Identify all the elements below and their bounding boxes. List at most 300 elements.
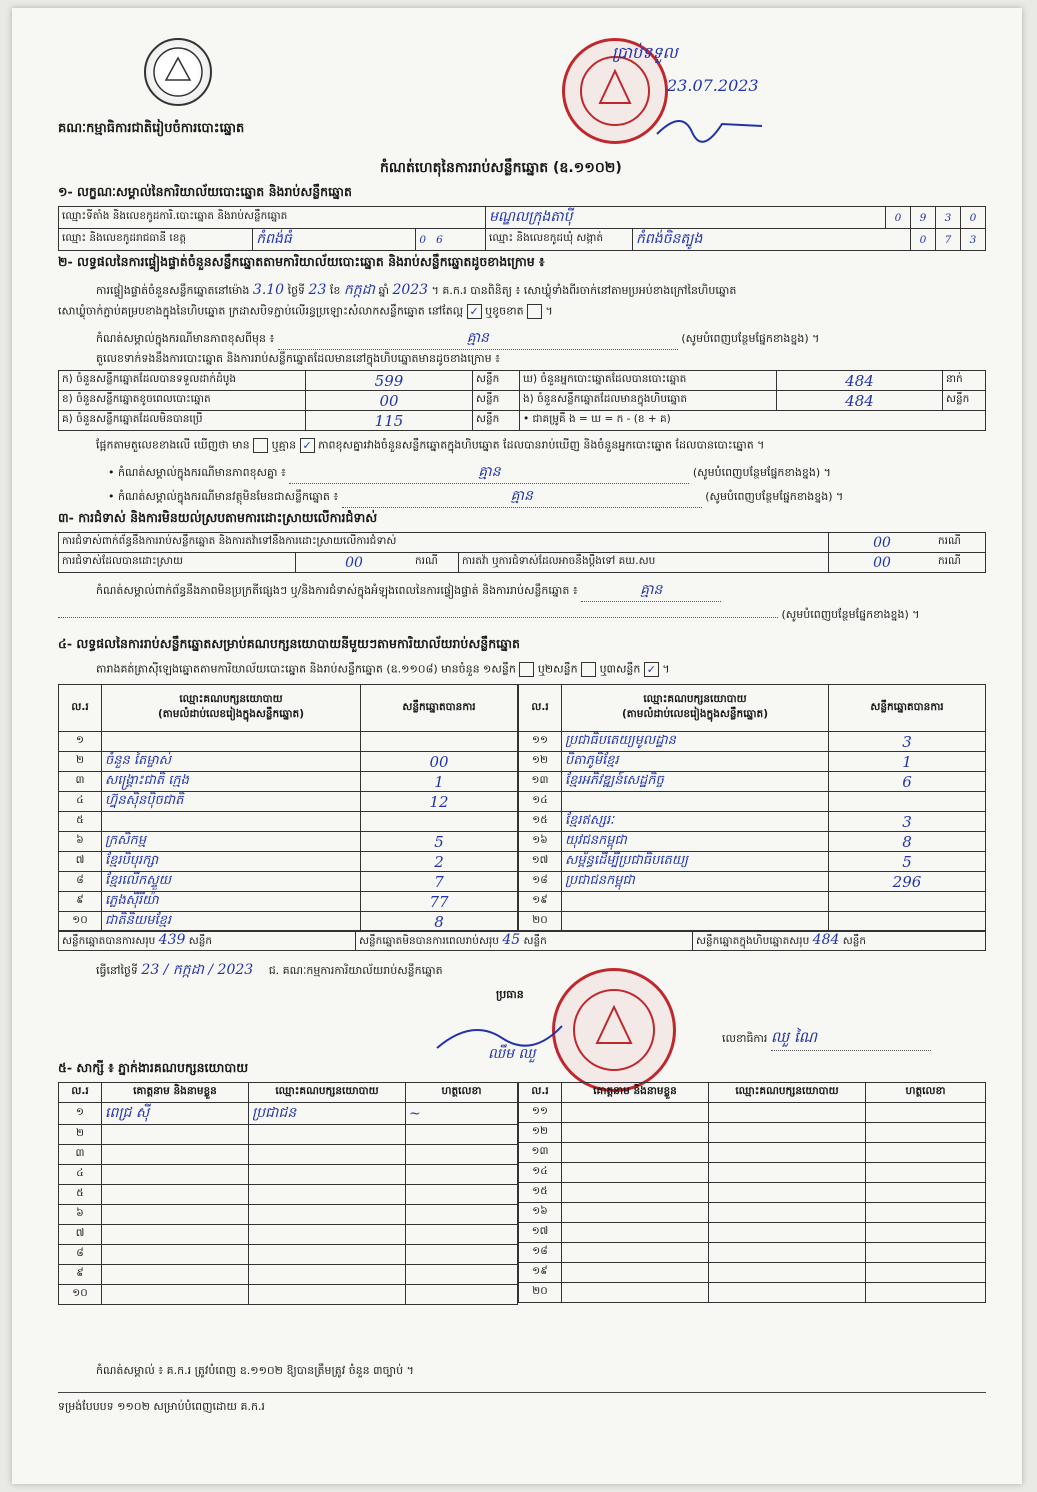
s5-right-row: [519, 1183, 986, 1203]
emblem-icon: [146, 40, 210, 104]
s4-right-cell-votes: 1: [829, 752, 986, 772]
s2-bullet2-suffix: (សូមបំពេញបន្ថែមផ្នែកខាងខ្នង) ។: [705, 490, 844, 503]
s4-left-cell-party: [102, 732, 361, 752]
s5-right-body: [519, 1103, 986, 1303]
s3-row2b-value: 00: [829, 553, 936, 573]
s5-right-cell-party: [709, 1103, 866, 1123]
s2-d-label: ឃ) ចំនួនអ្នកបោះឆ្នោតដែលបានបោះឆ្នោត: [520, 371, 777, 391]
form-title: កំណត់ហេតុនៃការរាប់សន្លឹកឆ្នោត (ឧ.១១០២): [380, 160, 622, 176]
authority-name: គណៈកម្មាធិការជាតិរៀបចំការបោះឆ្នោត: [58, 121, 245, 136]
s4-col-party-r: [562, 685, 829, 732]
s2-a-value: 599: [306, 371, 473, 391]
s4-secretary: [722, 1028, 931, 1051]
s4-right-cell-no: ១៣: [519, 772, 562, 792]
s4-right-cell-votes: 5: [829, 852, 986, 872]
s5-left-cell-party: [249, 1145, 406, 1165]
s3-row2b-unit: ករណី: [935, 553, 986, 573]
s3-row2-value: 00: [296, 553, 413, 573]
s4-left-cell-votes: 7: [361, 872, 518, 892]
s1-prov-code-2: 6: [436, 233, 443, 246]
damaged-checkbox[interactable]: [527, 304, 542, 319]
s4-left-cell-no: ៣: [59, 772, 102, 792]
s4-right-cell-no: ១៩: [519, 892, 562, 912]
s4-right-cell-party: [562, 792, 829, 812]
s1-value-commune: កំពង់ចិនត្បូង: [633, 229, 911, 251]
s5-left-row: [59, 1265, 518, 1285]
s5-right-cell-sign: [866, 1183, 986, 1203]
s4-col-no-r: ល.រ: [519, 685, 562, 732]
s4-right-row: [519, 732, 986, 752]
s4-left-cell-party: ក្រសិកម្ម: [102, 832, 361, 852]
s4-total-invalid-label: សន្លឹកឆ្នោតមិនបានការពេលរាប់សរុប: [359, 934, 499, 947]
s4-left-table: [58, 684, 518, 932]
s4-left-row: [59, 892, 518, 912]
received-note: ប្រាប់ទទួល: [612, 43, 678, 62]
s5-left-cell-sign: [406, 1265, 518, 1285]
s5-left-cell-party: [249, 1265, 406, 1285]
s4-right-row: [519, 792, 986, 812]
s5-left-cell-name: [102, 1145, 249, 1165]
s4-total-box-unit: សន្លឹក: [842, 934, 867, 947]
s2-no-diff-label: ឬគ្មាន: [271, 438, 297, 452]
s4-left-cell-votes: 12: [361, 792, 518, 812]
s2-verify-prefix: ការផ្ទៀងផ្ទាត់ចំនួនសន្លឹកឆ្នោតនៅម៉ោង: [96, 284, 250, 297]
s2-b-label: ខ) ចំនួនសន្លឹកឆ្នោតខូចពេលបោះឆ្នោត: [59, 391, 306, 411]
s5-col-party-r: ឈ្មោះគណបក្សនយោបាយ: [709, 1083, 866, 1103]
s4-right-cell-votes: 3: [829, 732, 986, 752]
s4-right-cell-party: [562, 912, 829, 932]
s4-total-invalid-value: 45: [502, 931, 521, 948]
s4-right-cell-party: បិតាភូមិខ្មែរ: [562, 752, 829, 772]
s4-col-party-sub: (តាមលំដាប់លេខរៀងក្នុងសន្លឹកឆ្នោត): [157, 708, 305, 720]
s4-right-cell-votes: 3: [829, 812, 986, 832]
s5-right-row: [519, 1203, 986, 1223]
s2-verify-suffix: ។ គ.ក.រ បានពិនិត្យ ៖ សោឃ្លុំទាំងពីរចាក់នៅតាមប្រអប់ខាងក្រៅនៃហិបឆ្នោត: [431, 284, 737, 297]
s5-right-table: [518, 1082, 986, 1303]
s5-right-cell-sign: [866, 1283, 986, 1303]
s5-right-cell-no: ១៨: [519, 1243, 562, 1263]
s5-left-cell-sign: [406, 1125, 518, 1145]
s2-year: 2023: [392, 282, 429, 298]
s1-code-3: 3: [936, 207, 961, 229]
s4-chair-title: ប្រធាន: [496, 988, 524, 1001]
s5-left-row: [59, 1285, 518, 1305]
s5-left-row: [59, 1125, 518, 1145]
s4-col-party-title: ឈ្មោះគណបក្សនយោបាយ: [179, 693, 283, 705]
s4-left-cell-party: សង្គ្រោះជាតិ ក្មេង: [102, 772, 361, 792]
s5-left-cell-sign: [406, 1145, 518, 1165]
s5-col-sign-r: ហត្ថលេខា: [866, 1083, 986, 1103]
s4-right-cell-votes: 296: [829, 872, 986, 892]
s4-right-row: [519, 752, 986, 772]
s4-left-cell-votes: 5: [361, 832, 518, 852]
s4-left-cell-votes: 00: [361, 752, 518, 772]
s4-secretary-sign: ឈួ ណៃ: [771, 1028, 931, 1051]
s5-right-cell-no: ១១: [519, 1103, 562, 1123]
s5-right-cell-party: [709, 1263, 866, 1283]
s4-left-row: [59, 752, 518, 772]
s4-intro: តារាងគត់ត្រាស៊ីឡេងឆ្នោតតាមការិយាល័យបោះឆ្នោត និងរាប់សន្លឹកឆ្នោត (ឧ.១១០៨) មានចំនួន ១សន្លឹក ឬ២សន្លឹក ឬ៣សន្លឹក ✓ ។: [96, 662, 670, 676]
s5-left-cell-name: [102, 1185, 249, 1205]
s5-left-cell-party: [249, 1165, 406, 1185]
s2-e-unit: សន្លឹក: [943, 391, 986, 411]
s5-right-row: [519, 1283, 986, 1303]
s5-left-cell-sign: [406, 1185, 518, 1205]
s4-left-cell-no: ៩: [59, 892, 102, 912]
s2-d-value: 484: [777, 371, 943, 391]
s4-col-party-title-r: ឈ្មោះគណបក្សនយោបាយ: [643, 693, 747, 705]
s2-seal-suffix: ឬខូចខាត: [485, 304, 524, 318]
s3-note-label: កំណត់សម្គាល់ពាក់ព័ន្ធនឹងភាពមិនប្រក្រតីផ្សេងៗ ឬ/និងការជំទាស់ក្នុងអំឡុងពេលនៃការផ្ទៀងផ្ទាត់ និងការរាប់សន្លឹកឆ្នោត ៖: [96, 584, 578, 597]
s4-total-invalid-unit: សន្លឹក: [523, 934, 547, 947]
s5-left-cell-name: ពេជ្រ ស៊ី: [102, 1103, 249, 1125]
s1-value-province: កំពង់ធំ: [253, 229, 416, 251]
s5-right-cell-name: [562, 1203, 709, 1223]
s3-row2-label: ការជំទាស់ដែលបានដោះស្រាយ: [59, 553, 296, 573]
s5-left-cell-name: [102, 1225, 249, 1245]
s4-left-cell-votes: [361, 812, 518, 832]
section5-heading: ៥- សាក្សី ៖ ភ្នាក់ងារគណបក្សនយោបាយ: [58, 1060, 249, 1075]
received-signature: [652, 104, 772, 144]
s4-right-cell-votes: [829, 912, 986, 932]
s5-left-cell-name: [102, 1265, 249, 1285]
s4-left-cell-party: ខ្មែរបិបុរក្សា: [102, 852, 361, 872]
s4-opt2: ឬ២សន្លឹក: [537, 662, 578, 676]
s4-secretary-label: លេខាធិការ: [722, 1032, 768, 1045]
s4-right-cell-no: ២០: [519, 912, 562, 932]
s2-note-value: គ្មាន: [278, 328, 678, 350]
s4-right-row: [519, 892, 986, 912]
s5-right-cell-party: [709, 1163, 866, 1183]
s5-left-cell-party: [249, 1225, 406, 1245]
s4-col-votes: សន្លឹកឆ្នោតបានការ: [361, 685, 518, 732]
s5-right-cell-no: ១២: [519, 1123, 562, 1143]
s4-total-valid-label: សន្លឹកឆ្នោតបានការសរុប: [62, 934, 156, 947]
s5-left-cell-no: ២: [59, 1125, 102, 1145]
diff-no-checkbox[interactable]: ✓: [300, 438, 315, 453]
s5-col-no-r: ល.រ: [519, 1083, 562, 1103]
s4-left-cell-no: ១០: [59, 912, 102, 932]
s2-bullet2-label: • កំណត់សម្គាល់ក្នុងករណីមានវត្ថុមិនមែនជាសន្លឹកឆ្នោត ៖: [108, 490, 339, 503]
s1-commune-code-2: 7: [936, 229, 961, 251]
s5-col-name: គោត្តនាម និងនាមខ្លួន: [102, 1083, 249, 1103]
s2-diff-prefix: ផ្អែកតាមតួលេខខាងលើ ឃើញថា មាន: [96, 438, 250, 452]
s2-month-label: ខែ: [329, 284, 341, 297]
s5-right-row: [519, 1163, 986, 1183]
s5-right-cell-name: [562, 1223, 709, 1243]
s5-left-table: [58, 1082, 518, 1305]
intact-checkbox[interactable]: ✓: [467, 304, 482, 319]
s3-note-value: គ្មាន: [581, 580, 721, 602]
s2-results-intro: តួលេខទាក់ទងនឹងការបោះឆ្នោត និងការរាប់សន្លឹកឆ្នោតដែលមាននៅក្នុងហិបឆ្នោតមានដូចខាងក្រោម ៖: [96, 352, 500, 365]
s5-left-body: [59, 1103, 518, 1305]
s5-left-cell-name: [102, 1125, 249, 1145]
s3-note-blank: [58, 617, 778, 618]
s2-year-label: ឆ្នាំ: [378, 284, 389, 297]
s4-left-cell-votes: 2: [361, 852, 518, 872]
s4-left-row: [59, 792, 518, 812]
s4-right-body: [519, 732, 986, 932]
s3-table: [58, 532, 986, 573]
s4-left-row: [59, 832, 518, 852]
s4-right-cell-no: ១៤: [519, 792, 562, 812]
s4-right-row: [519, 832, 986, 852]
s1-label-province: ឈ្មោះ និងលេខកូដរាជធានី ខេត្ត: [59, 229, 253, 251]
s5-left-row: [59, 1205, 518, 1225]
sheets-1-checkbox[interactable]: [519, 662, 534, 677]
section1-heading: ១- លក្ខណៈសម្គាល់នៃការិយាល័យបោះឆ្នោត និងរាប់សន្លឹកឆ្នោត: [58, 184, 352, 199]
diff-yes-checkbox[interactable]: [253, 438, 268, 453]
s5-right-row: [519, 1103, 986, 1123]
s5-right-cell-party: [709, 1223, 866, 1243]
s4-left-cell-no: ៥: [59, 812, 102, 832]
section1-table: [58, 206, 986, 251]
s3-row1-value: 00: [829, 533, 936, 553]
s4-right-cell-votes: [829, 892, 986, 912]
s4-right-cell-votes: 6: [829, 772, 986, 792]
s5-right-row: [519, 1243, 986, 1263]
s5-left-cell-sign: [406, 1205, 518, 1225]
s4-left-cell-votes: 8: [361, 912, 518, 932]
s2-diff-suffix: ភាពខុសគ្នារវាងចំនួនសន្លឹកឆ្នោតក្នុងហិបឆ្នោត ដែលបានរាប់ឃើញ និងចំនួនអ្នកបោះឆ្នោត ដែលបានបោះឆ្នោត ។: [318, 438, 765, 452]
s2-seal-text: សោឃ្លុំចាក់ភ្ជាប់គម្របខាងក្នុងនៃហិបឆ្នោត ក្រដាសបិទភ្ជាប់លើរន្ធប្រឡោះសំលាកសន្លឹកឆ្នោត នៅតែល្អ: [58, 304, 464, 318]
s5-right-cell-name: [562, 1103, 709, 1123]
s5-left-cell-party: ប្រជាជន: [249, 1103, 406, 1125]
s4-left-cell-no: ៨: [59, 872, 102, 892]
s4-right-table: [518, 684, 986, 932]
s4-total-valid: [59, 931, 356, 951]
s2-day: 23: [308, 282, 327, 298]
s5-left-cell-party: [249, 1245, 406, 1265]
s4-col-party: [102, 685, 361, 732]
s5-right-row: [519, 1263, 986, 1283]
s4-left-cell-votes: [361, 732, 518, 752]
s4-left-body: [59, 732, 518, 932]
s2-b-unit: សន្លឹក: [473, 391, 520, 411]
s5-right-cell-no: ១៧: [519, 1223, 562, 1243]
s2-e-label: ង) ចំនួនសន្លឹកឆ្នោតដែលមានក្នុងហិបឆ្នោត: [520, 391, 777, 411]
s5-left-cell-no: ៤: [59, 1165, 102, 1185]
s5-left-cell-party: [249, 1205, 406, 1225]
s5-left-cell-name: [102, 1205, 249, 1225]
s1-label-commune: ឈ្មោះ និងលេខកូដឃុំ សង្កាត់: [486, 229, 633, 251]
s4-left-cell-votes: 77: [361, 892, 518, 912]
committee-seal-icon: [555, 971, 673, 1089]
s4-left-row: [59, 912, 518, 932]
s2-c-label: គ) ចំនួនសន្លឹកឆ្នោតដែលមិនបានប្រើ: [59, 411, 306, 431]
s1-prov-code-1: 0: [419, 233, 427, 246]
s4-right-cell-party: ខ្មែរឥស្សរៈ: [562, 812, 829, 832]
s4-col-votes-r: សន្លឹកឆ្នោតបានការ: [829, 685, 986, 732]
s4-right-cell-party: យុវជនកម្ពុជា: [562, 832, 829, 852]
s5-left-cell-no: ៩: [59, 1265, 102, 1285]
s5-footnote: កំណត់សម្គាល់ ៖ គ.ក.រ ត្រូវបំពេញ ឧ.១១០២ ឱ្យបានត្រឹមត្រូវ ចំនួន ៣ច្បាប់ ។: [96, 1364, 414, 1377]
s4-left-row: [59, 872, 518, 892]
s2-month: កក្កដា: [343, 282, 375, 298]
s5-col-name-r: គោត្តនាម និងនាមខ្លួន: [562, 1083, 709, 1103]
s4-left-cell-no: ១: [59, 732, 102, 752]
s4-made-on-date: 23 / កក្កដា / 2023: [141, 962, 254, 978]
s5-right-cell-no: ១៤: [519, 1163, 562, 1183]
s4-total-valid-value: 439: [158, 931, 186, 948]
s5-left-cell-no: ៧: [59, 1225, 102, 1245]
s3-note-line2: [58, 608, 988, 624]
s4-total-box-label: សន្លឹកឆ្នោតក្នុងហិបឆ្នោតសរុប: [696, 934, 810, 947]
s2-c-value: 115: [306, 411, 473, 431]
s4-left-cell-no: ៧: [59, 852, 102, 872]
s4-right-cell-no: ១៥: [519, 812, 562, 832]
s4-chair-name: ឈឹម ឈួ: [488, 1046, 536, 1062]
s5-left-cell-party: [249, 1185, 406, 1205]
sheets-3-checkbox[interactable]: ✓: [644, 662, 659, 677]
s1-label-station: ឈ្មោះទីតាំង និងលេខកូដការិ.បោះឆ្នោត និងរាប់សន្លឹកឆ្នោត: [59, 207, 486, 229]
s4-right-row: [519, 772, 986, 792]
s5-right-cell-name: [562, 1163, 709, 1183]
s5-right-cell-name: [562, 1243, 709, 1263]
s5-right-cell-no: ១៩: [519, 1263, 562, 1283]
s2-verify-line: [96, 280, 996, 301]
s4-left-cell-party: ហ្វ៊ុនស៊ិនប៉ិចជាតិ: [102, 792, 361, 812]
s4-right-row: [519, 852, 986, 872]
s5-right-cell-name: [562, 1183, 709, 1203]
s5-left-cell-party: [249, 1125, 406, 1145]
s1-value-station: មណ្ឌលក្រុងតាប៉ី: [486, 207, 886, 229]
s4-left-cell-party: ខ្មែរលើកស្ទួយ: [102, 872, 361, 892]
s2-bullet2-value: គ្មាន: [342, 486, 702, 508]
footer-divider: [58, 1392, 986, 1393]
s5-col-no: ល.រ: [59, 1083, 102, 1103]
s5-right-cell-sign: [866, 1143, 986, 1163]
s2-bullet2: [108, 486, 988, 508]
s5-right-cell-sign: [866, 1123, 986, 1143]
s5-right-cell-no: ១៥: [519, 1183, 562, 1203]
s4-left-cell-no: ៦: [59, 832, 102, 852]
s4-left-cell-no: ៤: [59, 792, 102, 812]
s4-left-row: [59, 812, 518, 832]
s4-left-cell-party: ភ្លេងស៊ីរីយ៉ា: [102, 892, 361, 912]
s5-left-cell-name: [102, 1285, 249, 1305]
s2-time: 3.10: [252, 282, 285, 298]
s4-right-cell-votes: [829, 792, 986, 812]
s5-right-cell-sign: [866, 1203, 986, 1223]
section2-heading: ២- លទ្ធផលនៃការផ្ទៀងផ្ទាត់ចំនួនសន្លឹកឆ្នោតតាមការិយាល័យបោះឆ្នោត និងរាប់សន្លឹកឆ្នោតដូចខាងក្រោម ៖: [58, 254, 545, 269]
s3-row1-unit: ករណី: [935, 533, 986, 553]
s4-left-row: [59, 852, 518, 872]
s5-right-row: [519, 1123, 986, 1143]
s2-d-unit: នាក់: [943, 371, 986, 391]
s5-right-row: [519, 1143, 986, 1163]
s5-left-row: [59, 1165, 518, 1185]
s4-left-cell-votes: 1: [361, 772, 518, 792]
s5-left-row: [59, 1145, 518, 1165]
s4-left-cell-party: [102, 812, 361, 832]
s4-total-box-value: 484: [812, 931, 840, 948]
section3-heading: ៣- ការជំទាស់ និងការមិនយល់ស្របតាមការដោះស្រាយលើការជំទាស់: [58, 510, 378, 525]
s2-b-value: 00: [306, 391, 473, 411]
s4-opt3: ឬ៣សន្លឹក: [599, 662, 641, 676]
s5-right-cell-party: [709, 1283, 866, 1303]
s4-made-on: [96, 960, 443, 981]
s5-right-cell-party: [709, 1203, 866, 1223]
s4-total-invalid: [356, 931, 693, 951]
s4-right-cell-no: ១២: [519, 752, 562, 772]
s5-right-cell-name: [562, 1123, 709, 1143]
s5-right-cell-no: ១៦: [519, 1203, 562, 1223]
s5-col-party: ឈ្មោះគណបក្សនយោបាយ: [249, 1083, 406, 1103]
s5-right-cell-name: [562, 1263, 709, 1283]
s3-row2-unit: ករណី: [412, 553, 459, 573]
s4-left-cell-party: ជាតិនិយមខ្មែរ: [102, 912, 361, 932]
s4-right-cell-no: ១៨: [519, 872, 562, 892]
s4-left-cell-party: ចំនួន តៃម្ចាស់: [102, 752, 361, 772]
s2-note-label: កំណត់សម្គាល់ក្នុងករណីមានភាពខុសពីមុន ៖: [96, 332, 275, 345]
s2-c-unit: សន្លឹក: [473, 411, 520, 431]
s2-a-label: ក) ចំនួនសន្លឹកឆ្នោតដែលបានទទួលដាក់ដំបូង: [59, 371, 306, 391]
s4-left-cell-no: ២: [59, 752, 102, 772]
s2-a-unit: សន្លឹក: [473, 371, 520, 391]
s4-col-party-sub-r: (តាមលំដាប់លេខរៀងក្នុងសន្លឹកឆ្នោត): [621, 708, 769, 720]
s4-total-box: [693, 931, 986, 951]
s2-bullet1-label: • កំណត់សម្គាល់ក្នុងករណីមានភាពខុសគ្នា ៖: [108, 466, 286, 479]
s5-right-cell-name: [562, 1283, 709, 1303]
s4-right-cell-party: ខ្មែរអភិវឌ្ឍន៍សេដ្ឋកិច្ច: [562, 772, 829, 792]
s2-seal-line: សោឃ្លុំចាក់ភ្ជាប់គម្របខាងក្នុងនៃហិបឆ្នោត ក្រដាសបិទភ្ជាប់លើរន្ធប្រឡោះសំលាកសន្លឹកឆ្នោត នៅតែល្អ ✓ ឬខូចខាត ។: [58, 304, 553, 318]
s4-made-on-label: ធ្វើនៅថ្ងៃទី: [96, 964, 138, 977]
s5-left-cell-no: ១០: [59, 1285, 102, 1305]
s5-right-cell-sign: [866, 1243, 986, 1263]
s1-code-1: 0: [886, 207, 911, 229]
s2-e-value: 484: [777, 391, 943, 411]
s1-commune-code-3: 3: [961, 229, 986, 251]
s4-left-row: [59, 772, 518, 792]
s1-code-2: 9: [911, 207, 936, 229]
s2-formula: • ជាគម្រូគឺ ង = ឃ = ក - (ខ + គ): [520, 411, 986, 431]
s5-left-cell-name: [102, 1245, 249, 1265]
s5-left-cell-party: [249, 1285, 406, 1305]
received-date: 23.07.2023: [667, 76, 759, 95]
s2-bullet1: [108, 462, 988, 484]
s5-left-cell-sign: ~: [406, 1103, 518, 1125]
s5-right-row: [519, 1223, 986, 1243]
form-footer: ទម្រង់បែបបទ ១១០២ សម្រាប់បំពេញដោយ គ.ក.រ: [58, 1400, 265, 1413]
s4-right-row: [519, 872, 986, 892]
s5-left-row: [59, 1245, 518, 1265]
s5-right-cell-no: ២០: [519, 1283, 562, 1303]
form-sheet: [12, 8, 1022, 1484]
s3-note-suffix: (សូមបំពេញបន្ថែមផ្នែកខាងខ្នង) ។: [781, 608, 920, 621]
s1-code-4: 0: [961, 207, 986, 229]
s4-right-row: [519, 812, 986, 832]
s5-left-cell-sign: [406, 1165, 518, 1185]
s5-left-cell-sign: [406, 1285, 518, 1305]
sheets-2-checkbox[interactable]: [581, 662, 596, 677]
s5-left-cell-name: [102, 1165, 249, 1185]
s4-right-cell-party: សម្ព័ន្ធដើម្បីប្រជាធិបតេយ្យ: [562, 852, 829, 872]
s4-right-cell-party: [562, 892, 829, 912]
s4-right-cell-party: ប្រជាធិបតេយ្យមូលដ្ឋាន: [562, 732, 829, 752]
s4-total-valid-unit: សន្លឹក: [188, 934, 213, 947]
s5-col-sign: ហត្ថលេខា: [406, 1083, 518, 1103]
s5-left-cell-no: ៨: [59, 1245, 102, 1265]
s2-results-table: [58, 370, 986, 431]
s5-right-cell-party: [709, 1143, 866, 1163]
section4-heading: ៤- លទ្ធផលនៃការរាប់សន្លឹកឆ្នោតសម្រាប់គណបក្សនយោបាយនីមួយៗតាមការិយាល័យរាប់សន្លឹកឆ្នោត: [58, 636, 520, 651]
s4-intro-text: តារាងគត់ត្រាស៊ីឡេងឆ្នោតតាមការិយាល័យបោះឆ្នោត និងរាប់សន្លឹកឆ្នោត (ឧ.១១០៨) មានចំនួន ១សន្លឹក: [96, 662, 516, 676]
s5-left-cell-sign: [406, 1245, 518, 1265]
s4-left-row: [59, 732, 518, 752]
s4-col-no: ល.រ: [59, 685, 102, 732]
s5-right-cell-no: ១៣: [519, 1143, 562, 1163]
